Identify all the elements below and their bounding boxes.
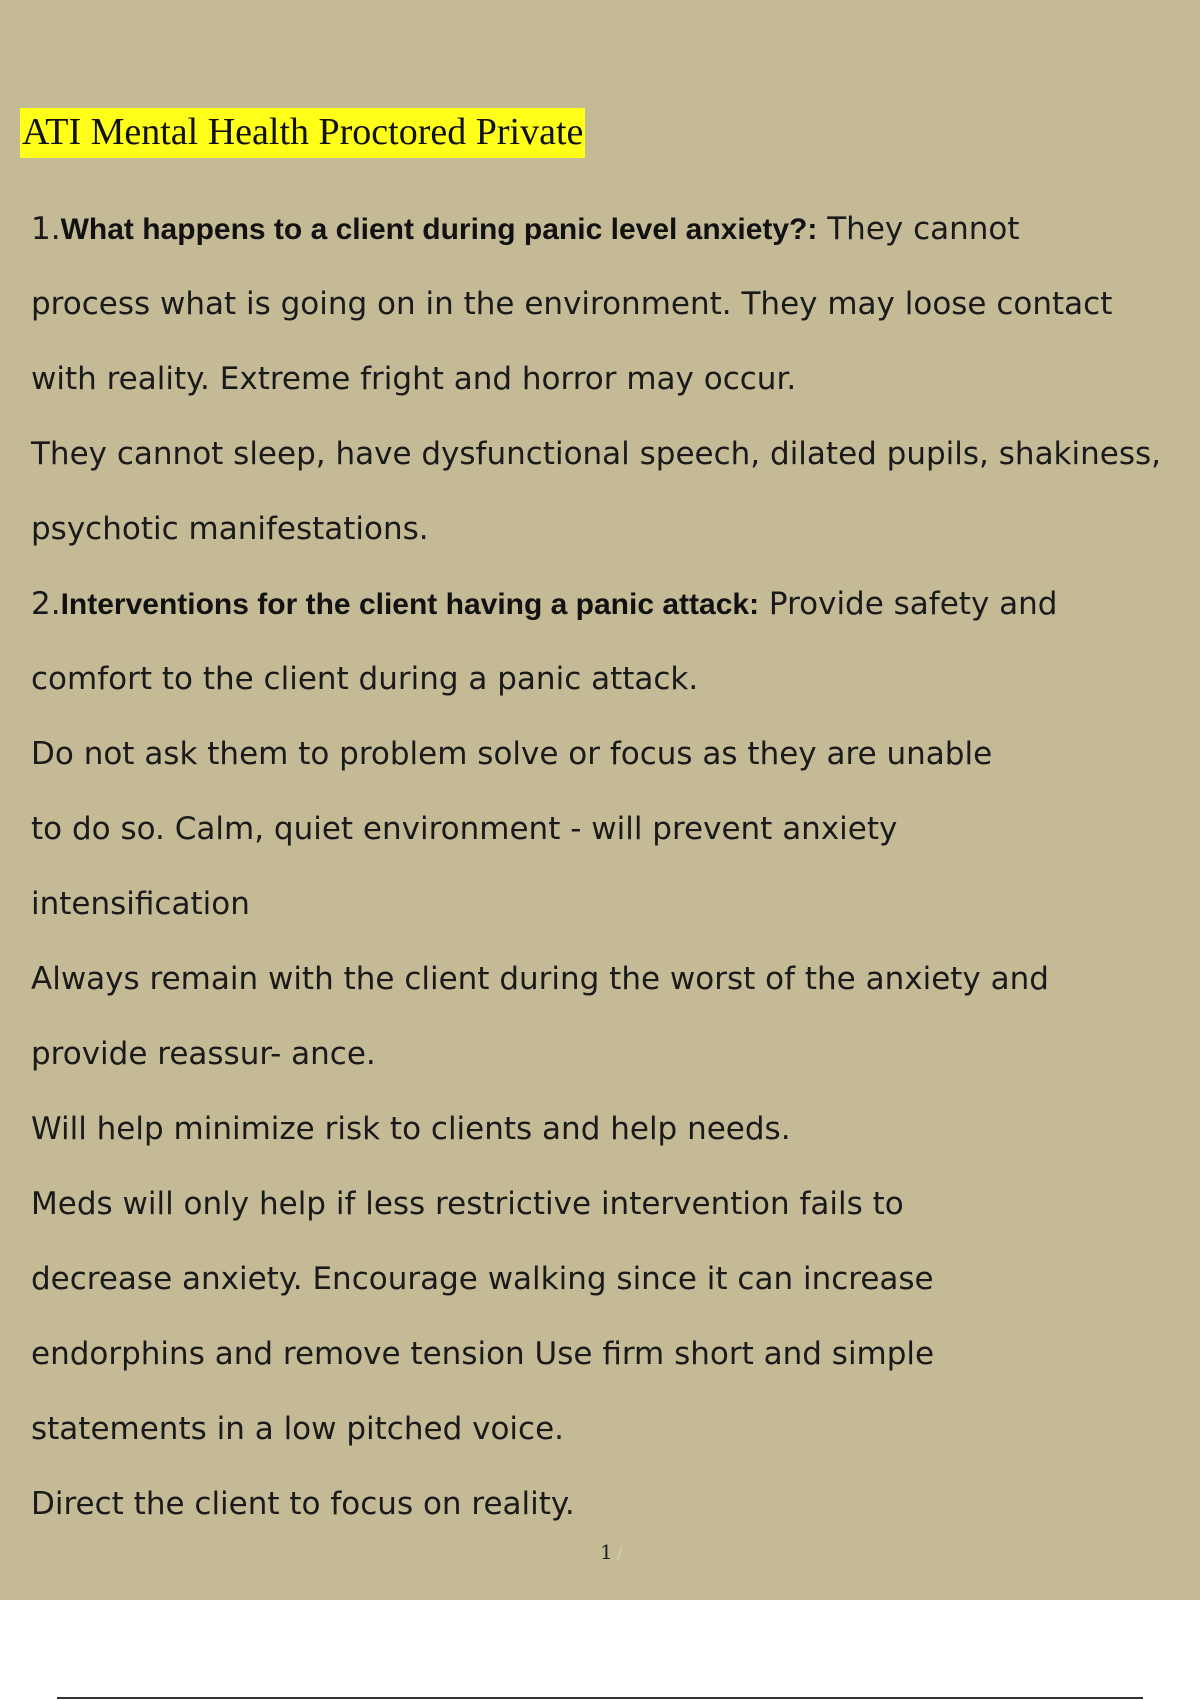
question-1-answer-line: They cannot sleep, have dysfunctional speech, dilated pupils, shakiness, (31, 436, 1162, 472)
question-2-answer-line: Do not ask them to problem solve or focus as they are unable (31, 736, 993, 772)
question-2-first-line (31, 567, 1200, 642)
question-2-answer-line: Direct the client to focus on reality. (31, 1486, 575, 1522)
question-2-answer-line: Will help minimize risk to clients and help needs. (31, 1111, 791, 1147)
question-1-first-line (31, 192, 1200, 267)
page-number (600, 1540, 622, 1564)
question-2-answer-line: decrease anxiety. Encourage walking since it can increase (31, 1261, 934, 1297)
question-2-title: Interventions for the client having a panic attack: (60, 588, 760, 621)
footer-divider (57, 1697, 1143, 1699)
question-2-answer-line: endorphins and remove tension Use firm short and simple (31, 1336, 935, 1372)
question-1-number: 1. (31, 211, 61, 247)
question-2-answer-line: intensification (31, 886, 250, 922)
page-number-separator: / (616, 1544, 623, 1563)
question-1-answer-line: psychotic manifestations. (31, 511, 429, 547)
question-2-answer-line: Always remain with the client during the worst of the anxiety and (31, 961, 1049, 997)
question-2-number: 2. (31, 586, 61, 622)
question-2-answer-line: Meds will only help if less restrictive intervention fails to (31, 1186, 904, 1222)
question-1-title: What happens to a client during panic level anxiety?: (60, 213, 818, 246)
question-2-answer-line: Provide safety and (759, 586, 1058, 622)
question-2-answer-line: to do so. Calm, quiet environment - will prevent anxiety (31, 811, 898, 847)
document-title: ATI Mental Health Proctored Private (20, 108, 585, 158)
question-1-answer-line: They cannot (817, 211, 1020, 247)
page-number-value: 1 (600, 1540, 613, 1564)
question-2-answer-line: provide reassur- ance. (31, 1036, 376, 1072)
question-1-answer-line: process what is going on in the environment. They may loose contact (31, 286, 1113, 322)
question-2-answer-line: statements in a low pitched voice. (31, 1411, 564, 1447)
document-body (31, 192, 1200, 1542)
question-1-answer-line: with reality. Extreme fright and horror may occur. (31, 361, 797, 397)
question-2-answer-line: comfort to the client during a panic attack. (31, 661, 699, 697)
